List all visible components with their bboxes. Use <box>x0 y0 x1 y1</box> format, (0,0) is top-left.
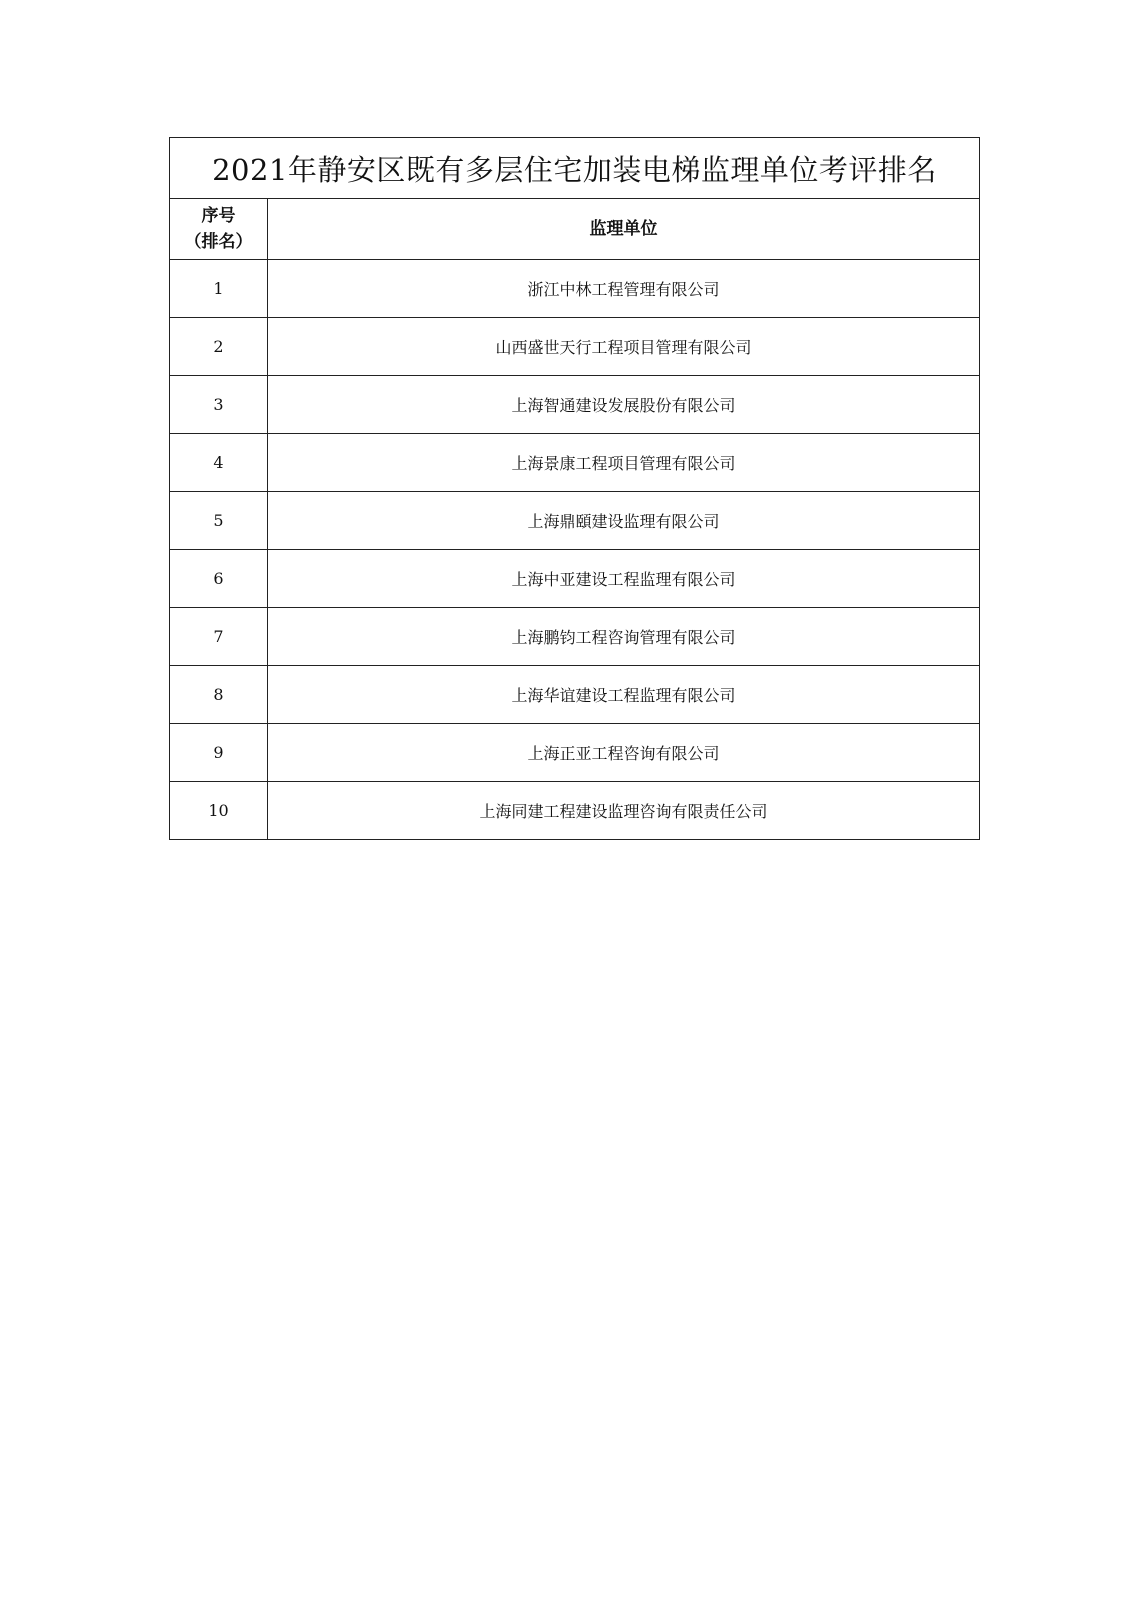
rank-header <box>170 199 268 260</box>
unit-cell: 浙江中林工程管理有限公司 <box>268 260 980 318</box>
rank-header-line1: 序号 <box>201 206 236 226</box>
table-row <box>170 260 980 318</box>
unit-cell: 上海中亚建设工程监理有限公司 <box>268 550 980 608</box>
rank-cell: 3 <box>170 376 268 434</box>
ranking-table <box>169 137 980 840</box>
rank-cell: 7 <box>170 608 268 666</box>
table-row <box>170 492 980 550</box>
unit-cell: 上海华谊建设工程监理有限公司 <box>268 666 980 724</box>
table-row <box>170 376 980 434</box>
table-title: 2021年静安区既有多层住宅加装电梯监理单位考评排名 <box>170 138 980 199</box>
rank-cell: 10 <box>170 782 268 840</box>
table-row <box>170 434 980 492</box>
title-row <box>170 138 980 199</box>
table-row <box>170 550 980 608</box>
rank-cell: 2 <box>170 318 268 376</box>
unit-cell: 上海智通建设发展股份有限公司 <box>268 376 980 434</box>
unit-cell: 上海鹏钧工程咨询管理有限公司 <box>268 608 980 666</box>
rank-cell: 6 <box>170 550 268 608</box>
unit-cell: 上海正亚工程咨询有限公司 <box>268 724 980 782</box>
rank-cell: 8 <box>170 666 268 724</box>
rank-cell: 1 <box>170 260 268 318</box>
unit-cell: 山西盛世天行工程项目管理有限公司 <box>268 318 980 376</box>
unit-cell: 上海景康工程项目管理有限公司 <box>268 434 980 492</box>
rank-cell: 4 <box>170 434 268 492</box>
rank-cell: 9 <box>170 724 268 782</box>
table-row <box>170 666 980 724</box>
unit-cell: 上海鼎頤建设监理有限公司 <box>268 492 980 550</box>
table-row <box>170 608 980 666</box>
unit-cell: 上海同建工程建设监理咨询有限责任公司 <box>268 782 980 840</box>
header-row <box>170 199 980 260</box>
table-row <box>170 724 980 782</box>
unit-header: 监理单位 <box>268 199 980 260</box>
rank-cell: 5 <box>170 492 268 550</box>
table-row <box>170 318 980 376</box>
table-row <box>170 782 980 840</box>
rank-header-line2: （排名） <box>184 232 253 252</box>
